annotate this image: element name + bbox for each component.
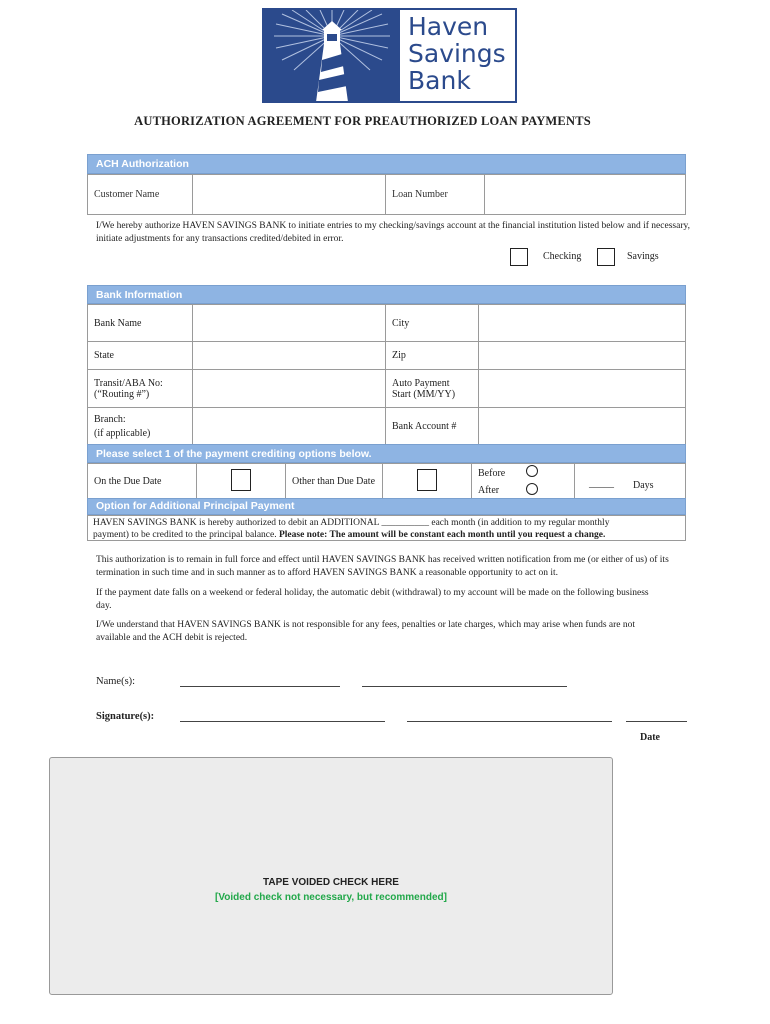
auto-payment-label-line-1: Auto Payment: [392, 377, 450, 389]
ach-table: [87, 174, 686, 215]
lighthouse-icon: [264, 10, 400, 101]
name-line-2[interactable]: [362, 686, 567, 687]
branch-label-line-1: Branch:: [94, 413, 126, 425]
checking-checkbox[interactable]: [510, 248, 528, 271]
principal-text-2: each month (in addition to my regular monthly: [431, 518, 610, 528]
before-radio[interactable]: [526, 465, 538, 480]
savings-checkbox[interactable]: [597, 248, 615, 271]
customer-name-label: Customer Name: [88, 175, 193, 215]
branch-field[interactable]: [193, 408, 386, 445]
branch-label: [88, 408, 193, 445]
transit-label: [88, 370, 193, 408]
bank-logo: [262, 8, 517, 103]
logo-line-1: Haven: [408, 12, 489, 41]
zip-label: Zip: [386, 342, 479, 370]
bank-name-field[interactable]: [193, 305, 386, 342]
principal-header: Option for Additional Principal Payment: [87, 498, 686, 515]
authorize-text: I/We hereby authorize HAVEN SAVINGS BANK to initiate entries to my checking/savings account at the financial institution listed below and if necessary, initiate adjustments for any transactions credited/debited in error.: [96, 221, 690, 244]
transit-field[interactable]: [193, 370, 386, 408]
principal-amount-field[interactable]: __________: [381, 518, 429, 528]
crediting-header: Please select 1 of the payment crediting options below.: [87, 444, 686, 463]
bank-account-field[interactable]: [479, 408, 686, 445]
voided-check-title: TAPE VOIDED CHECK HERE: [263, 877, 399, 888]
crediting-table: [87, 463, 686, 499]
auto-payment-field[interactable]: [479, 370, 686, 408]
signatures-label: Signature(s):: [96, 711, 155, 722]
transit-label-line-2: (“Routing #”): [94, 388, 150, 400]
names-label: Name(s):: [96, 676, 136, 687]
date-label: Date: [640, 732, 660, 743]
bank-info-table: [87, 304, 686, 445]
date-line[interactable]: [626, 721, 687, 722]
days-label: Days: [633, 480, 654, 491]
zip-field[interactable]: [479, 342, 686, 370]
days-cell: [575, 464, 686, 499]
ach-section-header: ACH Authorization: [87, 154, 686, 174]
branch-label-line-2: (if applicable): [94, 427, 151, 439]
state-label: State: [88, 342, 193, 370]
voided-check-note: [Voided check not necessary, but recommended]: [215, 892, 447, 903]
state-field[interactable]: [193, 342, 386, 370]
name-line-1[interactable]: [180, 686, 340, 687]
signature-line-1[interactable]: [180, 721, 385, 722]
terms-paragraph-1: This authorization is to remain in full force and effect until HAVEN SAVINGS BANK has received written notification from me (or either of us) of its termination in such time and in such manner as to afford HAVEN SAVINGS BANK a reasonable opportunity to act on it.: [96, 555, 669, 578]
principal-box: [87, 515, 686, 541]
loan-number-label: Loan Number: [386, 175, 485, 215]
city-field[interactable]: [479, 305, 686, 342]
bank-account-label: Bank Account #: [386, 408, 479, 445]
after-radio[interactable]: [526, 483, 538, 498]
principal-text-3: payment) to be credited to the principal balance.: [93, 530, 277, 540]
before-label: Before: [478, 468, 506, 479]
principal-text-1: HAVEN SAVINGS BANK is hereby authorized to debit an ADDITIONAL: [93, 518, 380, 528]
bank-info-header: Bank Information: [87, 285, 686, 304]
signature-line-2[interactable]: [407, 721, 612, 722]
auto-payment-label-line-2: Start (MM/YY): [392, 388, 456, 400]
terms-paragraph-2: If the payment date falls on a weekend or federal holiday, the automatic debit (withdrawal) to my account will be made on the following business day.: [96, 588, 649, 611]
due-date-label: On the Due Date: [88, 464, 197, 499]
city-label: City: [386, 305, 479, 342]
voided-check-area[interactable]: [49, 757, 613, 995]
days-field[interactable]: _____: [589, 478, 614, 489]
other-date-checkbox[interactable]: [383, 464, 472, 499]
auto-payment-label: [386, 370, 479, 408]
principal-note: Please note: The amount will be constant each month until you request a change.: [278, 530, 606, 540]
logo-line-2: Savings: [408, 39, 506, 68]
logo-line-3: Bank: [408, 66, 471, 95]
savings-label: Savings: [627, 251, 659, 262]
transit-label-line-1: Transit/ABA No:: [94, 377, 163, 389]
bank-name-label: Bank Name: [88, 305, 193, 342]
form-title: AUTHORIZATION AGREEMENT FOR PREAUTHORIZED LOAN PAYMENTS: [134, 114, 591, 128]
terms-paragraph-3: I/We understand that HAVEN SAVINGS BANK is not responsible for any fees, penalties or late charges, which may arise when funds are not available and the ACH debit is rejected.: [96, 620, 636, 643]
other-date-label: Other than Due Date: [286, 464, 383, 499]
checking-label: Checking: [543, 251, 582, 262]
customer-name-field[interactable]: [193, 175, 386, 215]
loan-number-field[interactable]: [485, 175, 686, 215]
after-label: After: [478, 485, 500, 496]
before-after-cell: [472, 464, 575, 499]
due-date-checkbox[interactable]: [197, 464, 286, 499]
